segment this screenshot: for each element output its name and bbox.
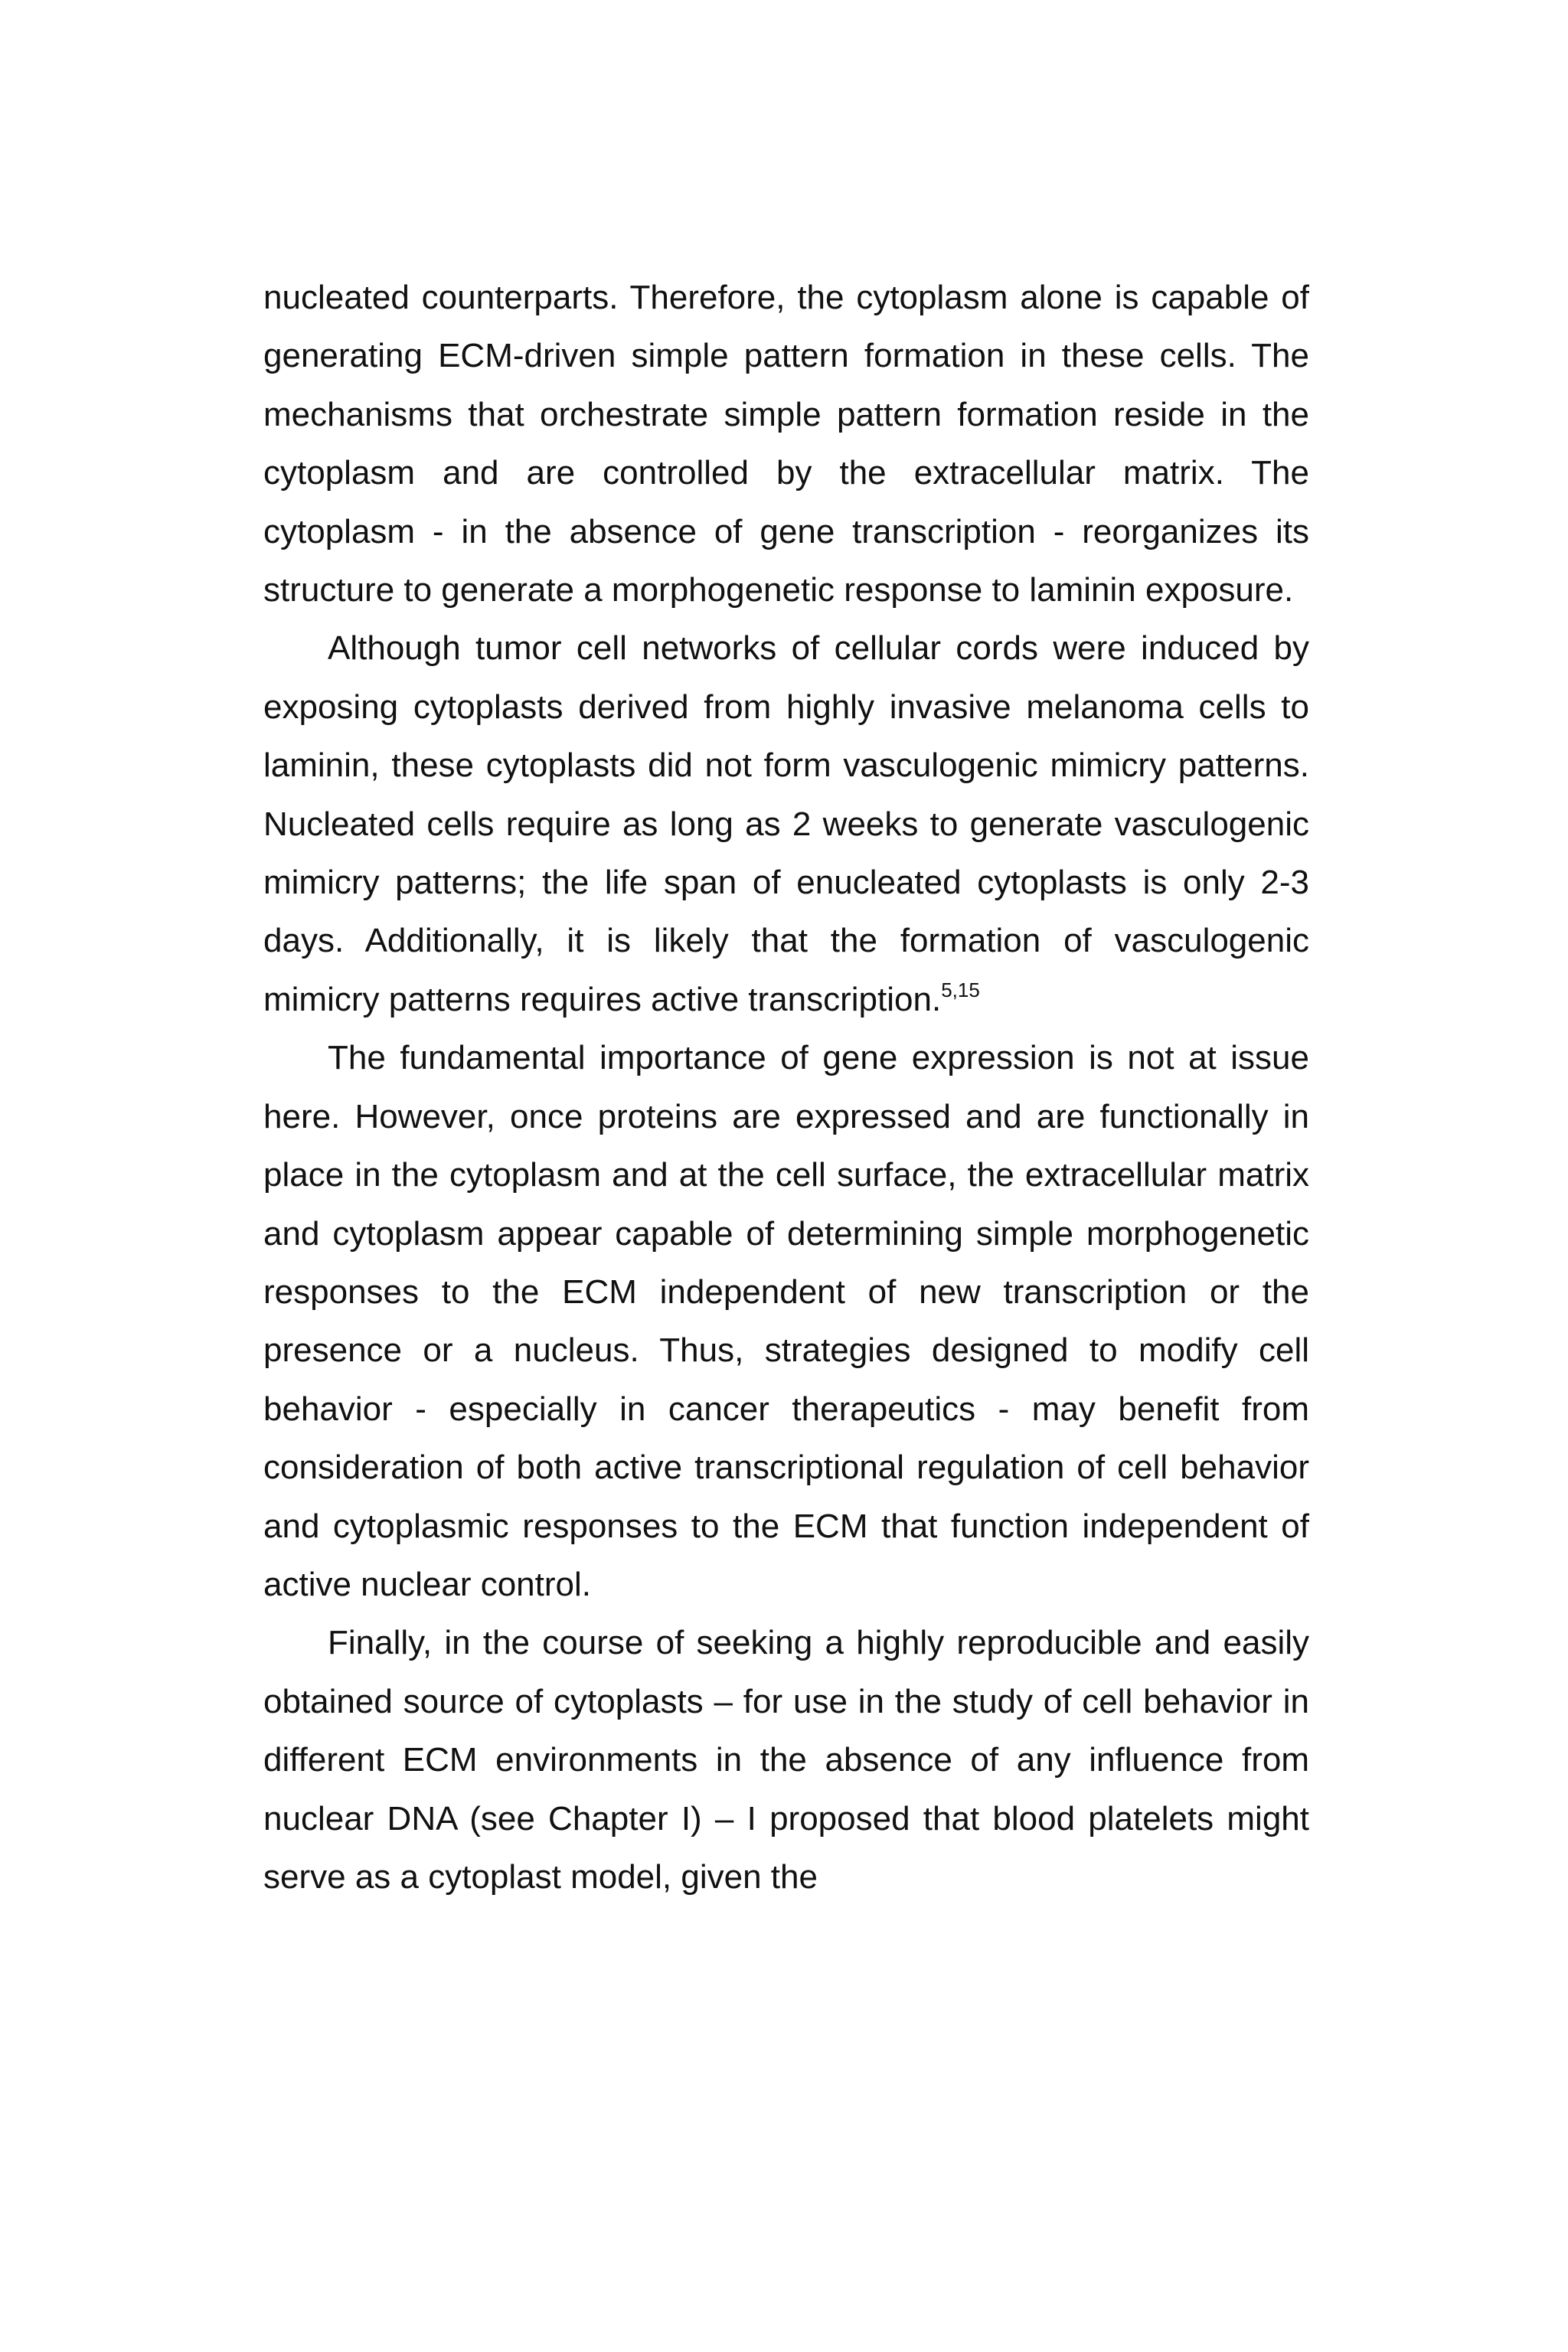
- paragraph-vasculogenic-mimicry: [263, 619, 1309, 1029]
- paragraph-gene-expression: The fundamental importance of gene expression is not at issue here. However, once proteins are expressed and are functionally in place in the cytoplasm and at the cell surface, the extracellular matrix and cytoplasm appear capable of determining simple morphogenetic responses to the ECM independent of new transcription or the presence or a nucleus. Thus, strategies designed to modify cell behavior - especially in cancer therapeutics - may benefit from consideration of both active transcriptional regulation of cell behavior and cytoplasmic responses to the ECM that function independent of active nuclear control.: [263, 1039, 1309, 1603]
- paragraph-continuation: nucleated counterparts. Therefore, the cytoplasm alone is capable of generating ECM-driven simple pattern formation in these cells. The mechanisms that orchestrate simple pattern formation reside in the cytoplasm and are controlled by the extracellular matrix. The cytoplasm - in the absence of gene transcription - reorganizes its structure to generate a morphogenetic response to laminin exposure.: [263, 279, 1309, 609]
- document-page: [263, 269, 1309, 1906]
- citation-superscript: 5,15: [941, 978, 980, 1001]
- paragraph-text: Although tumor cell networks of cellular cords were induced by exposing cytoplasts derived from highly invasive melanoma cells to laminin, these cytoplasts did not form vasculogenic mimicry patterns. Nucleated cells require as long as 2 weeks to generate vasculogenic mimicry patterns; the life span of enucleated cytoplasts is only 2-3 days. Additionally, it is likely that the formation of vasculogenic mimicry patterns requires active transcription.: [263, 629, 1309, 1018]
- paragraph-blood-platelets: Finally, in the course of seeking a highly reproducible and easily obtained source of cytoplasts – for use in the study of cell behavior in different ECM environments in the absence of any influence from nuclear DNA (see Chapter I) – I proposed that blood platelets might serve as a cytoplast model, given the: [263, 1624, 1309, 1896]
